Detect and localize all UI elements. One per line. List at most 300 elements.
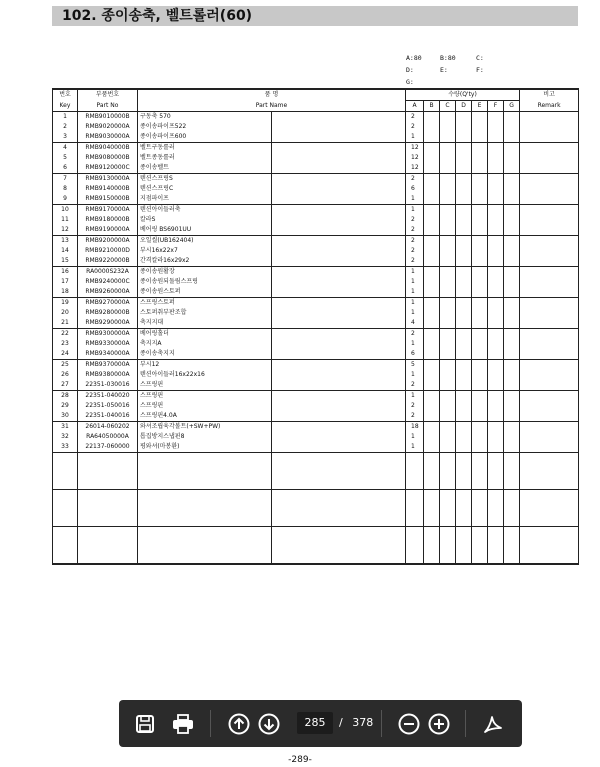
row-qty-a: 1 [406, 298, 424, 309]
row-part-name-ext [272, 112, 406, 123]
row-qty-a: 12 [406, 153, 424, 163]
row-part-name-ext [272, 391, 406, 402]
row-key: 26 [53, 370, 78, 380]
row-part-name-ext [272, 246, 406, 256]
row-qty-c [440, 256, 456, 267]
row-qty-c [440, 215, 456, 225]
row-qty-f [488, 442, 504, 453]
row-key: 5 [53, 153, 78, 163]
row-part-name: 종이송파이프522 [138, 122, 272, 132]
row-qty-e [472, 411, 488, 422]
table-row [53, 277, 579, 287]
row-qty-b [424, 174, 440, 185]
row-qty-b [424, 318, 440, 329]
header-col-b: B [424, 101, 440, 112]
row-qty-a: 4 [406, 318, 424, 329]
table-row [53, 122, 579, 132]
row-part-name: 스프링핀 [138, 401, 272, 411]
header-col-e: E [472, 101, 488, 112]
row-part-no: RMB9080000B [78, 153, 138, 163]
row-part-no: RMB9280000B [78, 308, 138, 318]
row-part-no: 26014-060202 [78, 422, 138, 433]
row-qty-a: 5 [406, 360, 424, 371]
row-qty-f [488, 360, 504, 371]
row-qty-c [440, 163, 456, 174]
row-qty-c [440, 432, 456, 442]
empty-cell [456, 527, 472, 565]
table-row [53, 225, 579, 236]
row-qty-g [504, 174, 520, 185]
row-part-name: 칼라S [138, 215, 272, 225]
row-qty-c [440, 184, 456, 194]
row-qty-f [488, 411, 504, 422]
row-remark [520, 349, 579, 360]
row-qty-f [488, 287, 504, 298]
table-row [53, 349, 579, 360]
row-qty-b [424, 277, 440, 287]
row-qty-g [504, 205, 520, 216]
row-part-name: 축지지A [138, 339, 272, 349]
row-qty-f [488, 308, 504, 318]
row-qty-a: 1 [406, 205, 424, 216]
row-qty-d [456, 401, 472, 411]
row-qty-g [504, 267, 520, 278]
row-qty-a: 2 [406, 174, 424, 185]
row-qty-g [504, 236, 520, 247]
row-qty-e [472, 215, 488, 225]
empty-cell [272, 527, 406, 565]
row-qty-e [472, 349, 488, 360]
page-footer-number: -289- [288, 755, 312, 765]
row-remark [520, 215, 579, 225]
row-part-name: 톱집방지스냅핀8 [138, 432, 272, 442]
row-qty-f [488, 143, 504, 154]
row-remark [520, 174, 579, 185]
row-qty-a: 1 [406, 194, 424, 205]
row-remark [520, 132, 579, 143]
row-part-name: 와셔조립육각볼트(+SW+PW) [138, 422, 272, 433]
row-qty-f [488, 339, 504, 349]
row-part-name-ext [272, 411, 406, 422]
row-qty-c [440, 132, 456, 143]
row-qty-c [440, 329, 456, 340]
empty-cell [488, 527, 504, 565]
row-qty-e [472, 339, 488, 349]
row-qty-g [504, 163, 520, 174]
table-row [53, 215, 579, 225]
row-part-name: 베어링홀더 [138, 329, 272, 340]
row-key: 10 [53, 205, 78, 216]
table-row [53, 205, 579, 216]
row-remark [520, 184, 579, 194]
row-key: 18 [53, 287, 78, 298]
empty-cell [440, 453, 456, 490]
table-row [53, 246, 579, 256]
row-key: 16 [53, 267, 78, 278]
row-qty-g [504, 401, 520, 411]
save-icon[interactable] [133, 712, 157, 736]
row-part-name: 종이송축지지 [138, 349, 272, 360]
table-row [53, 318, 579, 329]
table-row [53, 112, 579, 123]
row-qty-c [440, 370, 456, 380]
row-part-name-ext [272, 256, 406, 267]
zoom-out-icon[interactable] [397, 712, 421, 736]
toolbar-separator [465, 710, 466, 737]
row-qty-a: 2 [406, 380, 424, 391]
row-part-no: RMB9170000A [78, 205, 138, 216]
row-qty-e [472, 184, 488, 194]
row-qty-a: 2 [406, 122, 424, 132]
row-qty-b [424, 380, 440, 391]
row-qty-f [488, 267, 504, 278]
table-row [53, 339, 579, 349]
row-qty-d [456, 391, 472, 402]
row-part-no: 22351-030016 [78, 380, 138, 391]
row-qty-d [456, 143, 472, 154]
table-row [53, 143, 579, 154]
row-qty-g [504, 112, 520, 123]
row-key: 7 [53, 174, 78, 185]
row-qty-a: 2 [406, 246, 424, 256]
row-qty-f [488, 256, 504, 267]
row-remark [520, 298, 579, 309]
empty-cell [78, 490, 138, 527]
zoom-in-icon[interactable] [427, 712, 451, 736]
row-part-no: 22351-040020 [78, 391, 138, 402]
page-total [339, 712, 373, 734]
row-qty-d [456, 318, 472, 329]
row-part-name: 부시16x22x7 [138, 246, 272, 256]
row-qty-a: 2 [406, 401, 424, 411]
row-qty-c [440, 122, 456, 132]
row-part-name: 평와셔(마봉환) [138, 442, 272, 453]
row-qty-a: 2 [406, 112, 424, 123]
row-qty-c [440, 308, 456, 318]
row-qty-b [424, 256, 440, 267]
row-qty-c [440, 153, 456, 163]
row-qty-b [424, 184, 440, 194]
row-qty-g [504, 246, 520, 256]
row-part-name-ext [272, 329, 406, 340]
row-part-name-ext [272, 339, 406, 349]
row-part-name: 지점파이프 [138, 194, 272, 205]
row-part-no: RMB9010000B [78, 112, 138, 123]
empty-cell [53, 453, 78, 490]
row-part-name-ext [272, 184, 406, 194]
header-part-en: Part No [78, 101, 138, 112]
row-key: 3 [53, 132, 78, 143]
row-part-name: 텐션스프링S [138, 174, 272, 185]
row-part-no: RA0000S232A [78, 267, 138, 278]
row-remark [520, 380, 579, 391]
row-qty-f [488, 205, 504, 216]
row-qty-f [488, 349, 504, 360]
row-qty-f [488, 215, 504, 225]
header-col-d: D [456, 101, 472, 112]
row-key: 33 [53, 442, 78, 453]
row-qty-c [440, 205, 456, 216]
row-part-name: 종이송원되돌림스프링 [138, 277, 272, 287]
row-qty-e [472, 391, 488, 402]
empty-cell [440, 527, 456, 565]
row-remark [520, 267, 579, 278]
row-qty-d [456, 112, 472, 123]
row-part-name-ext [272, 205, 406, 216]
row-qty-b [424, 422, 440, 433]
row-part-no: RMB9120000C [78, 163, 138, 174]
row-qty-f [488, 246, 504, 256]
empty-cell [440, 490, 456, 527]
row-part-no: 22351-050016 [78, 401, 138, 411]
row-qty-d [456, 132, 472, 143]
row-qty-f [488, 112, 504, 123]
row-qty-a: 1 [406, 287, 424, 298]
row-qty-b [424, 122, 440, 132]
row-qty-c [440, 287, 456, 298]
row-part-name-ext [272, 380, 406, 391]
row-qty-g [504, 380, 520, 391]
header-remark-en: Remark [520, 101, 579, 112]
row-qty-b [424, 163, 440, 174]
row-remark [520, 432, 579, 442]
row-part-name-ext [272, 318, 406, 329]
row-part-no: RMB9300000A [78, 329, 138, 340]
row-part-no: RMB9220000B [78, 256, 138, 267]
row-remark [520, 287, 579, 298]
row-part-name: 축지지대 [138, 318, 272, 329]
row-qty-f [488, 298, 504, 309]
page-separator: / [339, 716, 343, 729]
row-qty-e [472, 277, 488, 287]
row-part-no: RMB9040000B [78, 143, 138, 154]
row-key: 28 [53, 391, 78, 402]
row-remark [520, 143, 579, 154]
row-remark [520, 153, 579, 163]
empty-row [53, 490, 579, 527]
row-qty-c [440, 225, 456, 236]
row-remark [520, 256, 579, 267]
row-key: 32 [53, 432, 78, 442]
row-qty-f [488, 194, 504, 205]
row-qty-a: 1 [406, 391, 424, 402]
title-bar [52, 6, 578, 26]
row-qty-d [456, 236, 472, 247]
row-qty-b [424, 442, 440, 453]
table-row [53, 256, 579, 267]
row-qty-e [472, 432, 488, 442]
row-part-no: RMB9340000A [78, 349, 138, 360]
row-qty-c [440, 380, 456, 391]
row-qty-g [504, 370, 520, 380]
row-qty-f [488, 277, 504, 287]
row-part-name: 스프링스토퍼 [138, 298, 272, 309]
row-qty-g [504, 184, 520, 194]
row-qty-g [504, 143, 520, 154]
row-part-name-ext [272, 132, 406, 143]
row-part-name-ext [272, 194, 406, 205]
row-qty-d [456, 287, 472, 298]
row-qty-d [456, 349, 472, 360]
arrow-up-icon[interactable] [227, 712, 251, 736]
print-icon[interactable] [171, 712, 195, 736]
row-part-no: RMB9290000A [78, 318, 138, 329]
row-qty-c [440, 267, 456, 278]
row-qty-g [504, 287, 520, 298]
row-qty-c [440, 143, 456, 154]
row-qty-d [456, 205, 472, 216]
row-key: 14 [53, 246, 78, 256]
row-qty-e [472, 360, 488, 371]
model-g: G: [406, 78, 414, 86]
row-part-no: RMB9330000A [78, 339, 138, 349]
row-qty-b [424, 205, 440, 216]
row-qty-b [424, 349, 440, 360]
row-key: 8 [53, 184, 78, 194]
row-part-name-ext [272, 174, 406, 185]
empty-cell [520, 527, 579, 565]
row-qty-e [472, 287, 488, 298]
empty-cell [424, 453, 440, 490]
header-col-a: A [406, 101, 424, 112]
row-qty-d [456, 267, 472, 278]
row-key: 11 [53, 215, 78, 225]
row-qty-e [472, 225, 488, 236]
row-part-name-ext [272, 122, 406, 132]
row-part-name: 베어링 BS6901UU [138, 225, 272, 236]
empty-cell [78, 453, 138, 490]
row-qty-g [504, 360, 520, 371]
row-qty-b [424, 246, 440, 256]
row-part-name: 스프링핀 [138, 380, 272, 391]
table-row [53, 267, 579, 278]
arrow-down-icon[interactable] [257, 712, 281, 736]
row-qty-g [504, 318, 520, 329]
row-remark [520, 236, 579, 247]
row-part-name-ext [272, 236, 406, 247]
row-part-name-ext [272, 308, 406, 318]
row-part-no: RMB9370000A [78, 360, 138, 371]
row-qty-d [456, 380, 472, 391]
empty-cell [272, 490, 406, 527]
empty-cell [504, 490, 520, 527]
row-qty-d [456, 194, 472, 205]
row-qty-g [504, 122, 520, 132]
header-name-kr: 품 명 [138, 89, 406, 101]
row-remark [520, 401, 579, 411]
table-row [53, 236, 579, 247]
row-qty-g [504, 442, 520, 453]
row-part-no: RMB9020000A [78, 122, 138, 132]
row-qty-a: 1 [406, 442, 424, 453]
row-qty-f [488, 422, 504, 433]
empty-cell [272, 453, 406, 490]
row-key: 19 [53, 298, 78, 309]
row-remark [520, 339, 579, 349]
row-part-name-ext [272, 163, 406, 174]
table-row [53, 153, 579, 163]
row-qty-e [472, 329, 488, 340]
row-qty-a: 1 [406, 267, 424, 278]
row-part-name: 간격칼라16x29x2 [138, 256, 272, 267]
row-remark [520, 122, 579, 132]
row-qty-f [488, 163, 504, 174]
empty-cell [53, 490, 78, 527]
row-part-name-ext [272, 360, 406, 371]
row-part-name: 종이송파이프600 [138, 132, 272, 143]
empty-cell [424, 490, 440, 527]
row-qty-g [504, 215, 520, 225]
empty-cell [456, 453, 472, 490]
row-qty-g [504, 422, 520, 433]
row-remark [520, 277, 579, 287]
table-row [53, 380, 579, 391]
row-part-name: 종이송원활장 [138, 267, 272, 278]
row-key: 22 [53, 329, 78, 340]
row-part-no: RMB9210000D [78, 246, 138, 256]
row-part-no: 22137-060000 [78, 442, 138, 453]
row-qty-d [456, 277, 472, 287]
row-remark [520, 246, 579, 256]
row-part-no: RMB9240000C [78, 277, 138, 287]
row-remark [520, 163, 579, 174]
row-part-name: 스프링핀 [138, 391, 272, 402]
row-qty-e [472, 163, 488, 174]
row-part-name: 텐션아이들러16x22x16 [138, 370, 272, 380]
row-remark [520, 194, 579, 205]
row-qty-b [424, 215, 440, 225]
empty-row [53, 453, 579, 490]
row-qty-b [424, 411, 440, 422]
row-part-name-ext [272, 143, 406, 154]
row-part-name-ext [272, 153, 406, 163]
row-qty-f [488, 236, 504, 247]
row-part-name-ext [272, 401, 406, 411]
row-qty-c [440, 401, 456, 411]
row-key: 13 [53, 236, 78, 247]
row-qty-e [472, 174, 488, 185]
table-row [53, 163, 579, 174]
row-qty-e [472, 112, 488, 123]
row-qty-e [472, 422, 488, 433]
row-qty-b [424, 267, 440, 278]
row-qty-a: 1 [406, 308, 424, 318]
acrobat-icon[interactable] [481, 712, 505, 736]
row-qty-b [424, 401, 440, 411]
page-total-count: 378 [352, 716, 374, 729]
row-key: 23 [53, 339, 78, 349]
row-qty-d [456, 163, 472, 174]
row-qty-f [488, 153, 504, 163]
row-qty-c [440, 194, 456, 205]
header-col-g: G [504, 101, 520, 112]
row-qty-g [504, 349, 520, 360]
empty-cell [78, 527, 138, 565]
page-number-input[interactable]: 285 [297, 712, 333, 734]
row-qty-f [488, 318, 504, 329]
row-qty-a: 6 [406, 349, 424, 360]
row-qty-b [424, 391, 440, 402]
header-qty: 수량(Q'ty) [406, 89, 520, 101]
row-qty-c [440, 298, 456, 309]
empty-cell [138, 490, 272, 527]
row-part-name-ext [272, 225, 406, 236]
row-qty-d [456, 308, 472, 318]
row-part-name: 스프링핀4.0A [138, 411, 272, 422]
row-qty-a: 1 [406, 432, 424, 442]
row-qty-e [472, 122, 488, 132]
table-row [53, 174, 579, 185]
